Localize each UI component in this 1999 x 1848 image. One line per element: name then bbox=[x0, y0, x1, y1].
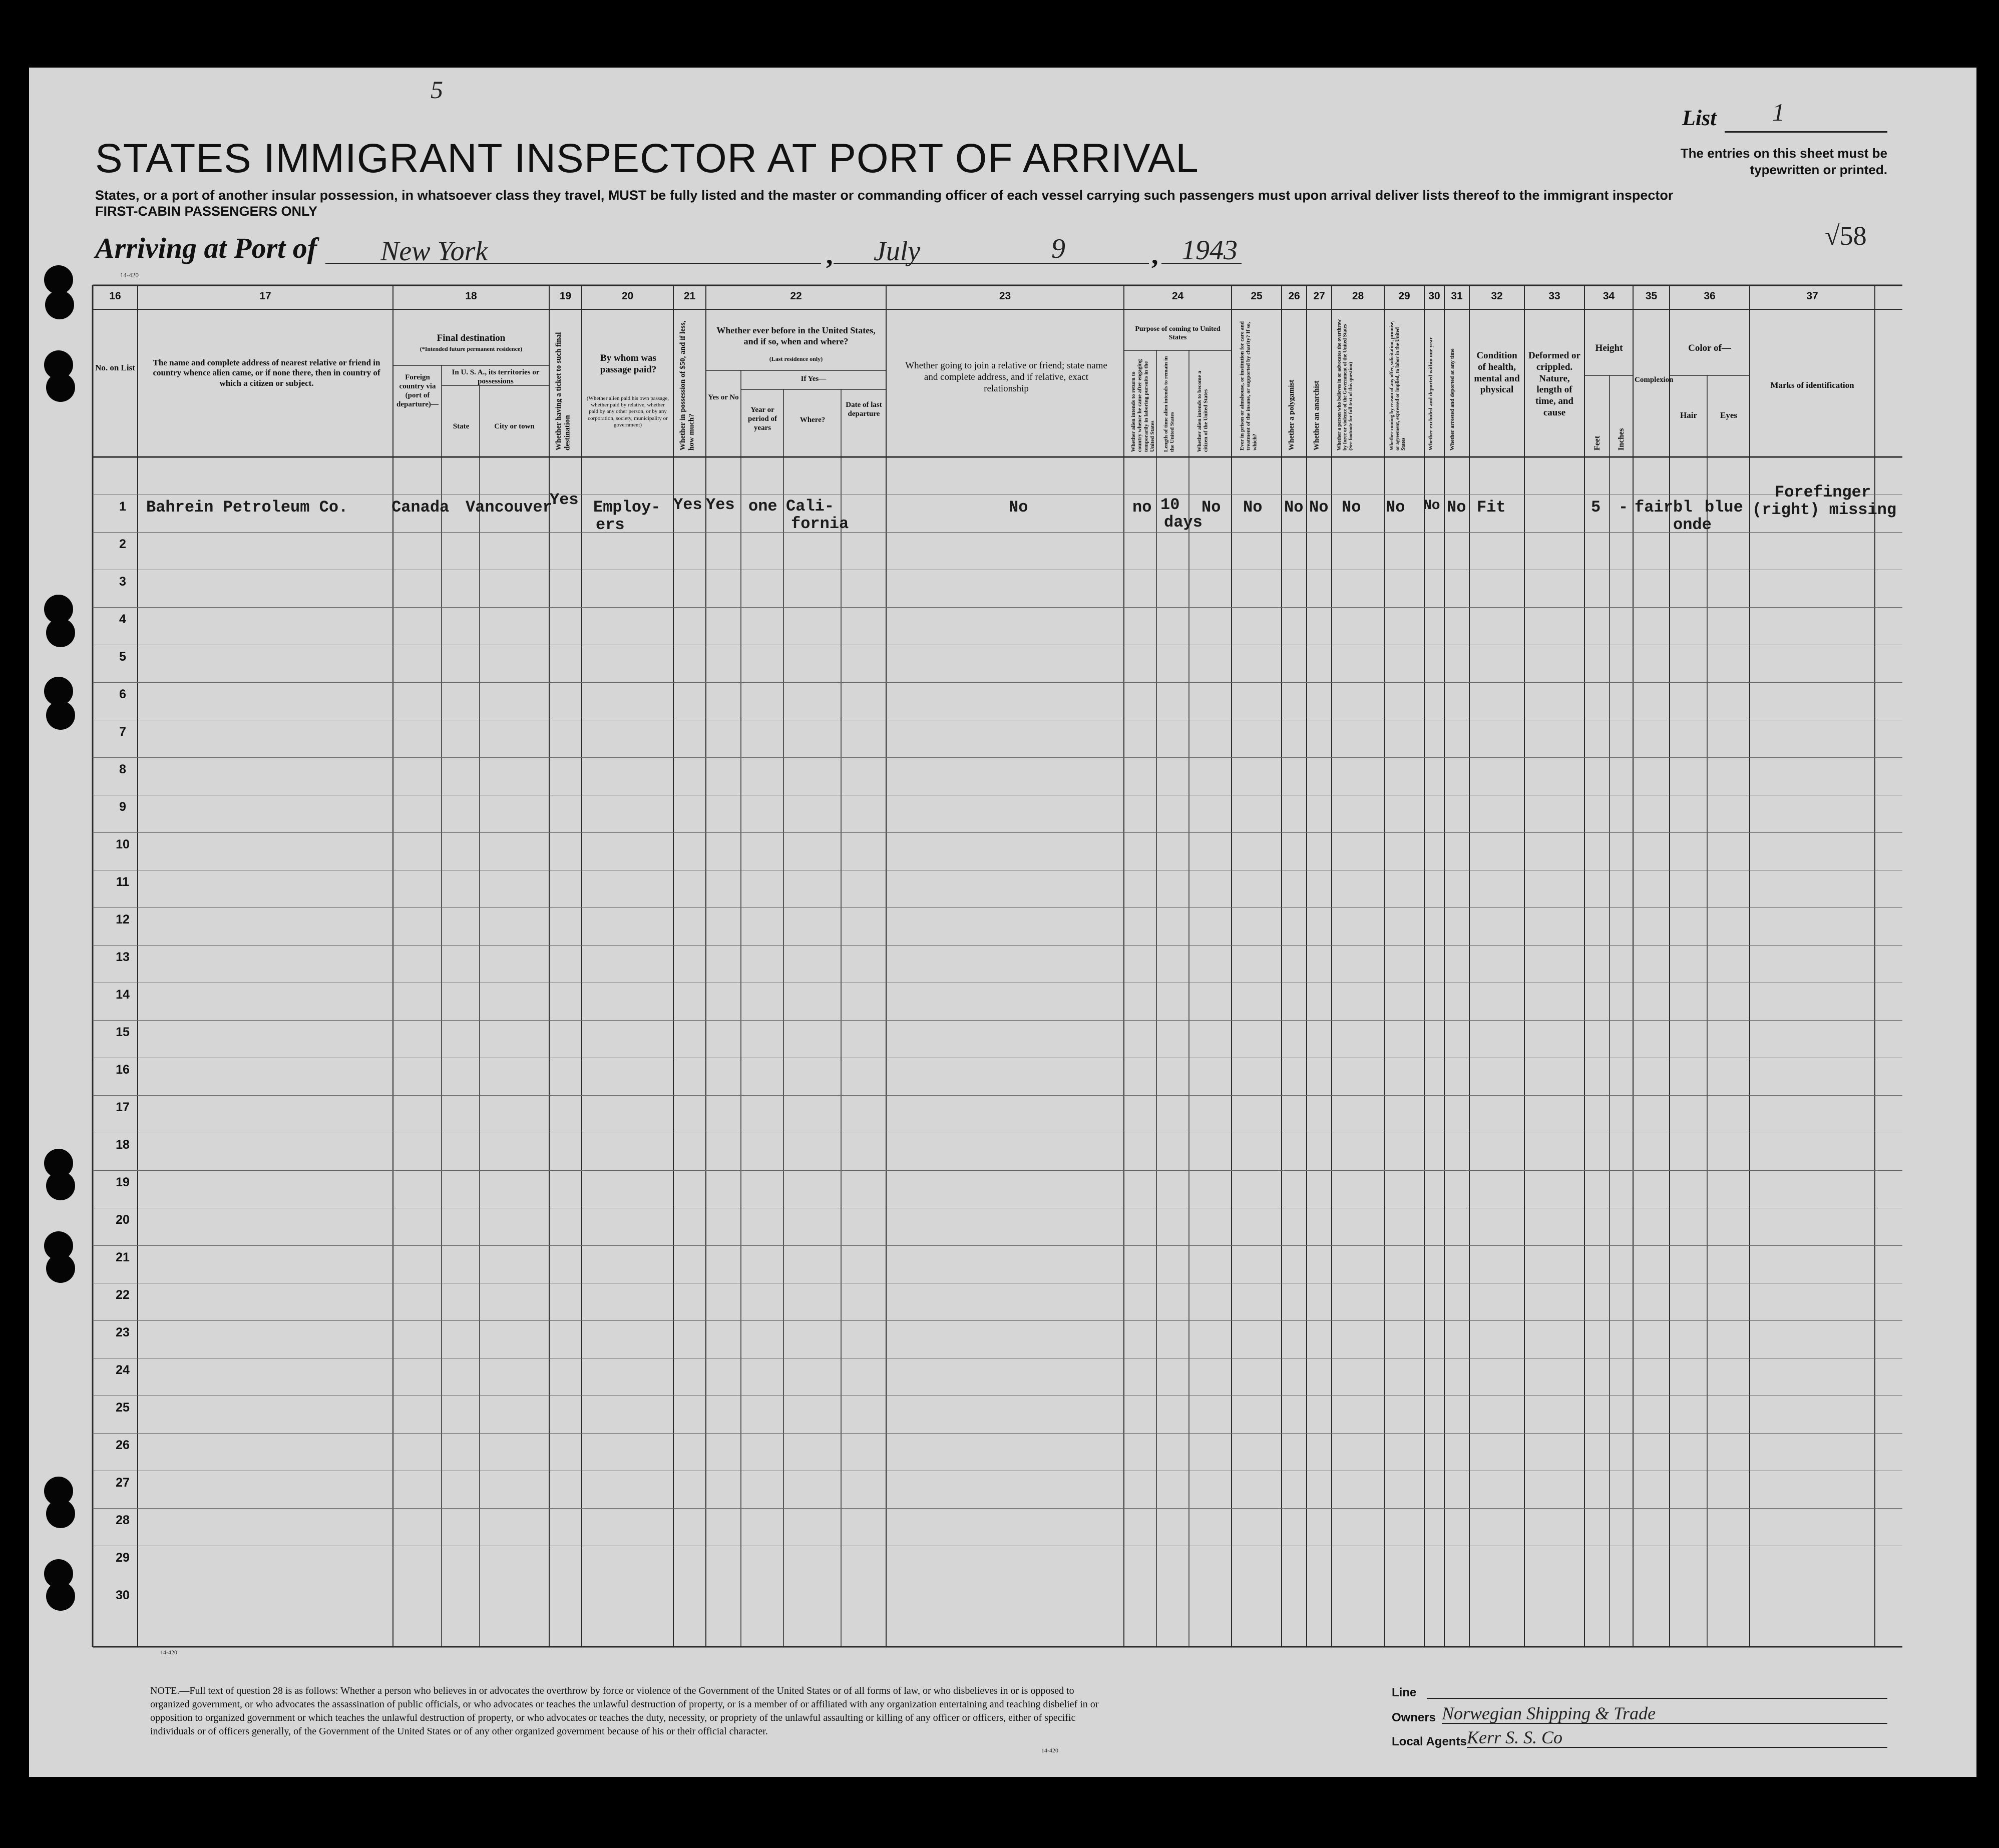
header-purpose-citizen: Whether alien intends to become a citizen of the United States bbox=[1196, 370, 1209, 452]
row-number: 26 bbox=[116, 1438, 130, 1452]
row-number: 7 bbox=[119, 725, 126, 739]
row-number: 8 bbox=[119, 762, 126, 776]
header-fifty-dollars: Whether in possession of $50, and if less, how much? bbox=[679, 320, 696, 450]
entry-where-2: fornia bbox=[791, 515, 849, 533]
entry-prison: No bbox=[1243, 498, 1263, 517]
header-height: Height bbox=[1595, 343, 1623, 353]
agents-value: Kerr S. S. Co bbox=[1467, 1727, 1563, 1747]
month-value: July bbox=[874, 236, 921, 267]
row-number: 10 bbox=[116, 837, 130, 851]
header-polygamist: Whether a polygamist bbox=[1288, 379, 1296, 450]
col-number-28: 28 bbox=[1352, 290, 1364, 302]
row-number: 17 bbox=[116, 1100, 130, 1114]
comma: , bbox=[826, 240, 833, 270]
header-before-in-us-note: (Last residence only) bbox=[769, 355, 823, 362]
col-number-33: 33 bbox=[1548, 290, 1560, 302]
header-inches: Inches bbox=[1617, 428, 1626, 450]
row-number: 19 bbox=[116, 1175, 130, 1189]
header-feet: Feet bbox=[1593, 435, 1602, 450]
header-marks: Marks of identification bbox=[1770, 380, 1854, 390]
row-number: 13 bbox=[116, 950, 130, 964]
row-number: 9 bbox=[119, 800, 126, 814]
col-number-25: 25 bbox=[1251, 290, 1263, 302]
corner-mark: 5 bbox=[431, 76, 443, 104]
col-number-22: 22 bbox=[790, 290, 802, 302]
header-excluded: Whether excluded and deported within one year bbox=[1428, 337, 1434, 450]
agents-label: Local Agents bbox=[1392, 1735, 1467, 1748]
col-number-31: 31 bbox=[1451, 290, 1463, 302]
entry-complexion: fair bbox=[1635, 498, 1673, 517]
entry-overthrow: No bbox=[1342, 498, 1361, 517]
header-purpose-return: Whether alien intends to return to country whence he came after engaging temporarily in laboring pursuits in the United States bbox=[1130, 359, 1155, 452]
row-number: 16 bbox=[116, 1063, 130, 1077]
entry-marks-2: (right) missing bbox=[1752, 501, 1897, 519]
entry-foreign-country: Canada bbox=[391, 498, 450, 517]
col-number-20: 20 bbox=[621, 290, 634, 302]
header-arrested: Whether arrested and deported at any time bbox=[1449, 348, 1455, 450]
entry-inches: - bbox=[1619, 498, 1629, 517]
list-number: 1 bbox=[1772, 98, 1785, 126]
footnote-code: 14-420 bbox=[1041, 1747, 1058, 1754]
col-number-16: 16 bbox=[109, 290, 121, 302]
entry-length-2: days bbox=[1164, 513, 1203, 532]
list-label: List bbox=[1682, 106, 1717, 130]
entry-has-50: Yes bbox=[673, 496, 702, 514]
header-final-destination: Final destination bbox=[437, 333, 506, 343]
col-number-35: 35 bbox=[1645, 290, 1658, 302]
header-state: State bbox=[453, 422, 470, 430]
col-number-32: 32 bbox=[1491, 290, 1503, 302]
row-number: 28 bbox=[116, 1513, 130, 1527]
owners-value: Norwegian Shipping & Trade bbox=[1442, 1703, 1656, 1723]
entry-hair-1: bl bbox=[1673, 498, 1693, 517]
entry-eyes: blue bbox=[1705, 498, 1743, 517]
col-number-23: 23 bbox=[999, 290, 1011, 302]
header-color-of: Color of— bbox=[1688, 343, 1731, 353]
header-complexion: Complexion bbox=[1635, 376, 1674, 384]
row-number: 25 bbox=[116, 1401, 130, 1415]
row-number: 2 bbox=[119, 537, 126, 551]
col-number-21: 21 bbox=[683, 290, 696, 302]
table-form-code: 14-420 bbox=[160, 1649, 177, 1656]
entry-length-1: 10 bbox=[1160, 496, 1180, 514]
row-number: 3 bbox=[119, 575, 126, 589]
entry-polygamist: No bbox=[1284, 498, 1304, 517]
day-value: 9 bbox=[1051, 233, 1065, 264]
header-eyes: Eyes bbox=[1720, 410, 1737, 420]
entry-anarchist: No bbox=[1309, 498, 1329, 517]
header-purpose-length: Length of time alien intends to remain in the United States bbox=[1163, 356, 1175, 452]
col-number-36: 36 bbox=[1704, 290, 1716, 302]
entry-return: no bbox=[1132, 498, 1152, 517]
row-number: 4 bbox=[119, 612, 126, 626]
port-value: New York bbox=[380, 236, 488, 267]
header-prison: Ever in prison or almshouse, or institution for care and treatment of the insane, or supported by charity? If so, which? bbox=[1239, 321, 1258, 450]
row-number: 14 bbox=[116, 988, 130, 1002]
entry-city: Vancouver bbox=[466, 498, 552, 517]
entry-paid-by-2: ers bbox=[596, 516, 625, 534]
subtitle-line-1: States, or a port of another insular possession, in whatsoever class they travel, MUST be fully listed and the master or commanding officer of each vessel carrying such passengers must upon arrival deliver lists thereof to the immigrant inspector bbox=[95, 188, 1674, 203]
header-final-destination-note: (*Intended future permanent residence) bbox=[420, 345, 523, 352]
header-overthrow: Whether a person who believes in or advocates the overthrow by force or violence of the Government of the United States (See footnote for full text of this question) bbox=[1337, 319, 1354, 450]
col-number-29: 29 bbox=[1398, 290, 1410, 302]
col-number-19: 19 bbox=[559, 290, 572, 302]
row-number: 24 bbox=[116, 1363, 130, 1377]
form-code: 14-420 bbox=[120, 271, 139, 279]
header-yes-no: Yes or No bbox=[708, 393, 739, 401]
entry-years: one bbox=[748, 497, 777, 516]
header-paid-by-note: (Whether alien paid his own passage, whether paid by relative, whether paid by any other person, or by any corporation, society, municipality or government) bbox=[586, 395, 669, 428]
comma: , bbox=[1151, 240, 1158, 270]
row-number: 20 bbox=[116, 1213, 130, 1227]
line-label: Line bbox=[1392, 1686, 1417, 1699]
page-title: STATES IMMIGRANT INSPECTOR AT PORT OF ARRIVAL bbox=[95, 136, 1199, 181]
row-number: 12 bbox=[116, 912, 130, 927]
header-before-in-us: Whether ever before in the United States, and if so, when and where? bbox=[716, 325, 876, 346]
header-year: Year or period of years bbox=[748, 406, 777, 432]
header-ticket: Whether having a ticket to such final destination bbox=[555, 332, 572, 450]
col-number-37: 37 bbox=[1806, 290, 1818, 302]
owners-underline bbox=[1442, 1723, 1887, 1724]
header-relative: The name and complete address of nearest relative or friend in country whence alien came, or if none there, then in country of which a citizen or subject. bbox=[153, 358, 380, 388]
header-usa: In U. S. A., its territories or possessions bbox=[452, 368, 540, 385]
header-purpose: Purpose of coming to United States bbox=[1135, 325, 1221, 341]
row-number: 11 bbox=[116, 875, 130, 889]
line-underline bbox=[1427, 1698, 1887, 1699]
row-number: 5 bbox=[119, 650, 126, 664]
arriving-label: Arriving at Port of bbox=[95, 232, 317, 264]
entry-before-in-us: Yes bbox=[706, 496, 735, 514]
entry-ticket: Yes bbox=[550, 491, 579, 509]
row-number: 27 bbox=[116, 1476, 130, 1490]
row-number: 22 bbox=[116, 1288, 130, 1302]
row-number: 21 bbox=[116, 1250, 130, 1264]
entry-citizen: No bbox=[1202, 498, 1221, 517]
col-number-17: 17 bbox=[259, 290, 271, 302]
agents-underline bbox=[1467, 1747, 1887, 1748]
row-number: 15 bbox=[116, 1025, 130, 1039]
row-number: 6 bbox=[119, 687, 126, 701]
row-number: 29 bbox=[116, 1551, 130, 1565]
owners-label: Owners bbox=[1392, 1711, 1436, 1724]
entry-join-relative: No bbox=[1009, 498, 1028, 517]
header-offer: Whether coming by reason of any offer, solicitation, promise, or agreement, expressed or implied, to labor in the United States bbox=[1389, 320, 1406, 450]
entry-where-1: Cali- bbox=[786, 497, 835, 516]
entry-health: Fit bbox=[1477, 498, 1506, 517]
header-hair: Hair bbox=[1680, 410, 1697, 420]
year-value: 1943 bbox=[1181, 235, 1238, 266]
row-number: 1 bbox=[119, 500, 126, 514]
row-number: 23 bbox=[116, 1325, 130, 1339]
col-number-27: 27 bbox=[1313, 290, 1325, 302]
col-number-18: 18 bbox=[465, 290, 477, 302]
header-if-yes: If Yes— bbox=[801, 375, 827, 383]
typewritten-instructions: The entries on this sheet must be typewritten or printed. bbox=[1680, 146, 1887, 177]
entry-marks-1: Forefinger bbox=[1775, 483, 1871, 502]
header-city: City or town bbox=[494, 422, 535, 430]
col-number-30: 30 bbox=[1428, 290, 1440, 302]
entry-hair-2: onde bbox=[1673, 516, 1712, 534]
entry-arrested: No bbox=[1447, 498, 1466, 517]
col-number-34: 34 bbox=[1603, 290, 1615, 302]
footnote: NOTE.—Full text of question 28 is as follows: Whether a person who believes in or advocates the overthrow by force or violence of the Government of the United States or of all forms of law, or who disbelieves in or is opposed to organized government, or who advocates the assassination of public officials, or who advocates or teaches the unlawful destruction of property, or is a member of or affiliated with any organization entertaining and teaching disbelief in or opposition to organized government or which teaches the unlawful destruction of property, or who advocates or teaches the duty, necessity, or propriety of the unlawful assaulting or killing of any officer or officers, either of specific individuals or of officers generally, of the Government of the United States or of any other organized government because of his or their official character. bbox=[150, 1685, 1099, 1737]
header-paid-by: By whom was passage paid? bbox=[600, 353, 657, 375]
header-foreign-country: Foreign country via (port of departure)— bbox=[396, 373, 439, 408]
header-date-departure: Date of last departure bbox=[846, 401, 882, 418]
entry-feet: 5 bbox=[1591, 498, 1601, 517]
header-deformed: Deformed or crippled. Nature, length of time, and cause bbox=[1528, 350, 1580, 418]
entry-offer: No bbox=[1386, 498, 1405, 517]
row-number: 30 bbox=[116, 1588, 130, 1602]
entry-paid-by-1: Employ- bbox=[593, 498, 661, 517]
header-where: Where? bbox=[799, 416, 826, 424]
header-list-number: No. on List bbox=[95, 363, 135, 372]
entry-excluded: No bbox=[1423, 498, 1440, 514]
sheet-number: √58 bbox=[1825, 221, 1867, 251]
header-anarchist: Whether an anarchist bbox=[1313, 380, 1321, 450]
row-number: 18 bbox=[116, 1138, 130, 1152]
col-number-24: 24 bbox=[1171, 290, 1184, 302]
header-join-relative: Whether going to join a relative or friend; state name and complete address, and if relative, exact relationship bbox=[905, 360, 1107, 394]
entry-relative: Bahrein Petroleum Co. bbox=[146, 498, 348, 517]
col-number-26: 26 bbox=[1288, 290, 1300, 302]
subtitle-line-2: FIRST-CABIN PASSENGERS ONLY bbox=[95, 204, 318, 219]
header-health: Condition of health, mental and physical bbox=[1474, 350, 1520, 395]
